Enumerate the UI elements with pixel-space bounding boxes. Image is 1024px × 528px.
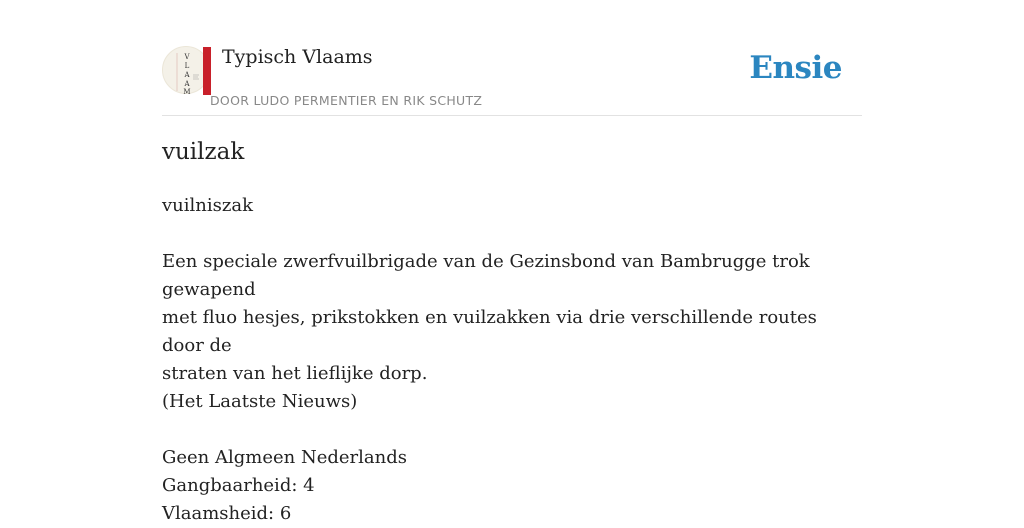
- svg-text:M: M: [183, 88, 191, 96]
- svg-text:A: A: [184, 80, 190, 88]
- ensie-brand-link[interactable]: Ensie: [749, 50, 842, 86]
- svg-text:V: V: [184, 53, 190, 61]
- example-line-2: met fluo hesjes, prikstokken en vuilzakken via drie verschillende routes door de: [162, 307, 817, 356]
- typisch-vlaams-logo-icon[interactable]: [162, 46, 210, 94]
- spacer: [162, 220, 862, 248]
- svg-text:L: L: [184, 62, 190, 70]
- entry-content: [162, 192, 862, 528]
- site-title[interactable]: Typisch Vlaams: [222, 46, 373, 68]
- example-line-3: straten van het lieflijke dorp.: [162, 363, 428, 384]
- site-header: [162, 40, 862, 116]
- entry-category: Geen Algmeen Nederlands: [162, 447, 407, 468]
- svg-text:A: A: [184, 71, 190, 79]
- spacer: [162, 416, 862, 444]
- example-source: (Het Laatste Nieuws): [162, 391, 358, 412]
- entry-word: vuilzak: [162, 139, 245, 165]
- example-line-1: Een speciale zwerfvuilbrigade van de Gezinsbond van Bambrugge trok gewapend: [162, 251, 810, 300]
- entry-gangbaarheid: Gangbaarheid: 4: [162, 475, 315, 496]
- site-byline: DOOR LUDO PERMENTIER EN RIK SCHUTZ: [210, 93, 483, 108]
- entry-definition: vuilniszak: [162, 195, 253, 216]
- entry-vlaamsheid: Vlaamsheid: 6: [162, 503, 292, 524]
